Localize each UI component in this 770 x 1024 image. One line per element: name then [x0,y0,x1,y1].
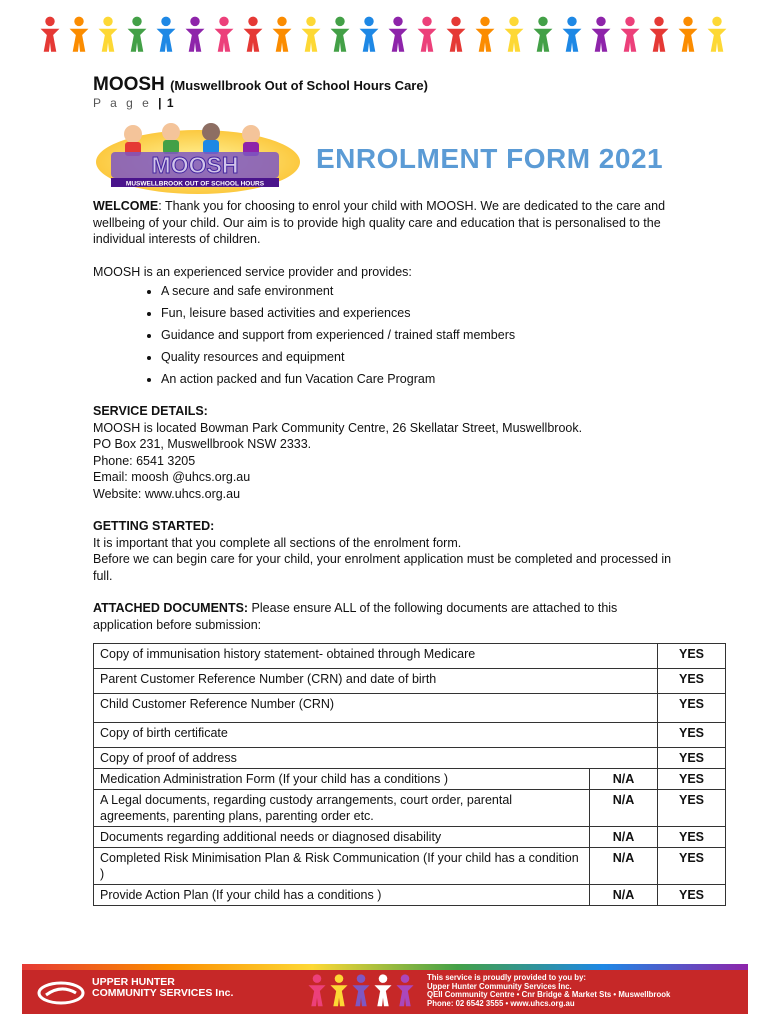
kid-figure-icon [563,17,582,52]
yes-cell: YES [658,694,726,723]
kid-figure-icon [621,17,640,52]
na-cell: N/A [590,827,658,848]
footer-info: This service is proudly provided to you by: Upper Hunter Community Services Inc. QEII Community Centre • Cnr Bridge & Market Sts • Muswellbrook Phone: 02 6542 3555 • www.uhcs.org.au [427,973,671,1008]
logo-subtext: MUSWELLBROOK OUT OF SCHOOL HOURS [125,180,265,188]
kid-figure-icon [374,974,391,1006]
na-cell: N/A [590,790,658,827]
service-phone: Phone: 6541 3205 [93,453,196,468]
kid-figure-icon [331,17,350,52]
na-cell: N/A [590,848,658,885]
document-name-cell: Copy of proof of address [94,748,658,769]
kid-figure-icon [447,17,466,52]
na-cell: N/A [590,769,658,790]
list-item: • Fun, leisure based activities and experiences [161,305,673,322]
kid-figure-icon [418,17,437,52]
welcome-paragraph [93,198,673,248]
list-item: • Quality resources and equipment [161,349,673,366]
table-row [94,694,726,723]
list-item: • Guidance and support from experienced / trained staff members [161,327,673,344]
list-item: • An action packed and fun Vacation Care Program [161,371,673,388]
yes-cell: YES [658,669,726,694]
kid-figure-icon [99,17,118,52]
kid-figure-icon [708,17,727,52]
kid-figure-icon [679,17,698,52]
getting-started-line: It is important that you complete all sections of the enrolment form. [93,535,462,550]
table-row [94,644,726,669]
kid-figure-icon [70,17,89,52]
document-name-cell: Provide Action Plan (If your child has a conditions ) [94,885,590,906]
table-row [94,848,726,885]
uhcs-logo-icon [36,980,86,1006]
kid-figure-icon [360,17,379,52]
kid-figure-icon [534,17,553,52]
attached-label: ATTACHED DOCUMENTS: [93,601,249,615]
document-name-cell: Copy of immunisation history statement- obtained through Medicare [94,644,658,669]
logo-text: MOOSH [151,152,239,178]
table-row [94,723,726,748]
document-name-cell: Parent Customer Reference Number (CRN) and date of birth [94,669,658,694]
service-po-box: PO Box 231, Muswellbrook NSW 2333. [93,437,312,451]
service-heading: SERVICE DETAILS: [93,404,208,418]
table-row [94,748,726,769]
document-name-cell: A Legal documents, regarding custody arrangements, court order, parental agreements, parenting plans, parenting order etc. [94,790,590,827]
kid-figure-icon [302,17,321,52]
kid-figure-icon [273,17,292,52]
provides-intro: MOOSH is an experienced service provider and provides: [93,264,412,279]
kid-figure-icon [505,17,524,52]
form-title: ENROLMENT FORM 2021 [316,143,664,174]
service-email: Email: moosh @uhcs.org.au [93,470,251,484]
provides-list [93,283,673,388]
yes-cell: YES [658,723,726,748]
attached-documents-table [93,643,726,906]
kid-figure-icon [389,17,408,52]
kid-figure-icon [650,17,669,52]
yes-cell: YES [658,848,726,885]
table-row [94,669,726,694]
document-name-cell: Medication Administration Form (If your child has a conditions ) [94,769,590,790]
kid-figure-icon [330,974,347,1006]
service-website: Website: www.uhcs.org.au [93,486,241,501]
moosh-logo [93,120,303,196]
yes-cell: YES [658,769,726,790]
page-prefix: P a g e [93,96,152,110]
page-number [93,96,175,110]
document-title [93,74,428,96]
welcome-text: : Thank you for choosing to enrol your child with MOOSH. We are dedicated to the care and wellbeing of your child. Our aim is to provide high quality care and education that is personalised to the individual interests of children. [93,199,666,246]
kid-figure-icon [476,17,495,52]
yes-cell: YES [658,644,726,669]
document-name-cell: Completed Risk Minimisation Plan & Risk Communication (If your child has a condition ) [94,848,590,885]
table-row [94,827,726,848]
welcome-label: WELCOME [93,199,159,213]
kids-banner-image [40,14,730,54]
kid-figure-icon [396,974,413,1006]
title-main: MOOSH [93,74,165,95]
kid-figure-icon [41,17,60,52]
kid-figure-icon [592,17,611,52]
table-row [94,790,726,827]
list-item: • A secure and safe environment [161,283,673,300]
yes-cell: YES [658,790,726,827]
document-body [93,198,673,633]
footer-banner [22,964,748,1014]
getting-started-line: Before we can begin care for your child, your enrolment application must be completed and processed in full. [93,552,672,583]
na-cell: N/A [590,885,658,906]
getting-started-heading: GETTING STARTED: [93,519,215,533]
yes-cell: YES [658,885,726,906]
yes-cell: YES [658,748,726,769]
kid-figure-icon [352,974,369,1006]
attached-text: Please ensure ALL of the following documents are attached to this application before submission: [93,601,618,632]
yes-cell: YES [658,827,726,848]
kid-figure-icon [215,17,234,52]
kid-figure-icon [157,17,176,52]
table-row [94,885,726,906]
kid-figure-icon [128,17,147,52]
kid-figure-icon [186,17,205,52]
document-name-cell: Copy of birth certificate [94,723,658,748]
kid-figure-icon [244,17,263,52]
kid-figure-icon [308,974,325,1006]
title-sub: (Muswellbrook Out of School Hours Care) [170,78,428,93]
service-address: MOOSH is located Bowman Park Community Centre, 26 Skellatar Street, Muswellbrook. [93,420,583,435]
table-row [94,769,726,790]
attached-intro [93,600,673,633]
page-number-value: | 1 [158,96,175,110]
footer-kids-image [307,972,417,1010]
footer-org-name: UPPER HUNTER COMMUNITY SERVICES Inc. [92,976,234,999]
document-name-cell: Documents regarding additional needs or diagnosed disability [94,827,590,848]
document-name-cell: Child Customer Reference Number (CRN) [94,694,658,723]
